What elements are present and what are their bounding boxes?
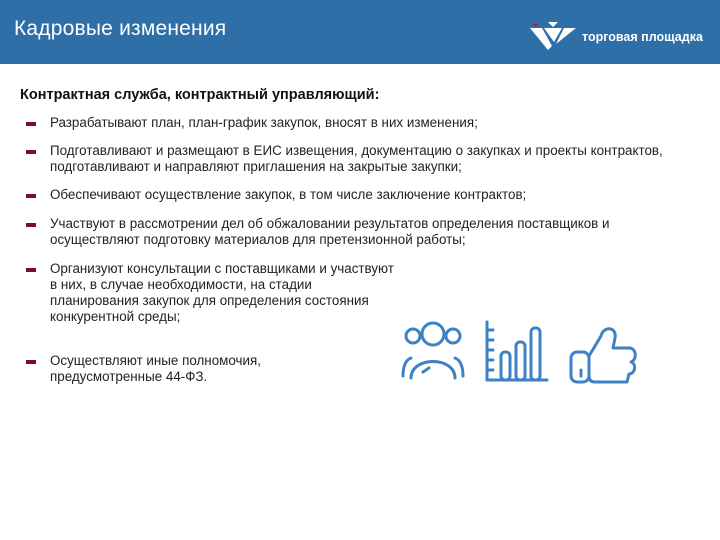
people-icon <box>403 323 463 378</box>
list-item <box>26 115 696 131</box>
bullet-marker <box>26 150 36 154</box>
list-item-text: Разрабатывают план, план-график закупок, вносят в них изменения; <box>50 115 478 130</box>
list-item <box>26 261 396 325</box>
bullet-marker <box>26 268 36 272</box>
bullet-marker <box>26 223 36 227</box>
section-subtitle: Контрактная служба, контрактный управляющий: <box>20 87 380 103</box>
header-bar <box>0 0 720 64</box>
list-item <box>26 143 696 175</box>
illustration-icons <box>395 318 655 388</box>
list-item-text: Осуществляют иные полномочия, предусмотренные 44-ФЗ. <box>50 353 261 384</box>
logo <box>528 14 708 60</box>
list-item <box>26 187 696 203</box>
logo-text: торговая площадка <box>582 30 703 44</box>
list-item-text: Организуют консультации с поставщиками и участвуют в них, в случае необходимости, на стадии планирования закупок для определения состояния конкурентной среды; <box>50 261 394 324</box>
logo-mark-icon <box>528 22 580 52</box>
bar-chart-icon <box>487 322 547 380</box>
list-item-text: Подготавливают и размещают в ЕИС извещения, документацию о закупках и проекты контрактов, подготавливают и направляют приглашения на закрытые закупки; <box>50 143 663 174</box>
list-item <box>26 353 346 385</box>
list-item <box>26 216 696 248</box>
bullet-marker <box>26 360 36 364</box>
thumbs-up-icon <box>571 329 635 382</box>
list-item-text: Обеспечивают осуществление закупок, в том числе заключение контрактов; <box>50 187 527 202</box>
bullet-marker <box>26 194 36 198</box>
bullet-marker <box>26 122 36 126</box>
list-item-text: Участвуют в рассмотрении дел об обжаловании результатов определения поставщиков и осуществляют подготовку материалов для претензионной работы; <box>50 216 610 247</box>
page-title: Кадровые изменения <box>14 17 227 40</box>
